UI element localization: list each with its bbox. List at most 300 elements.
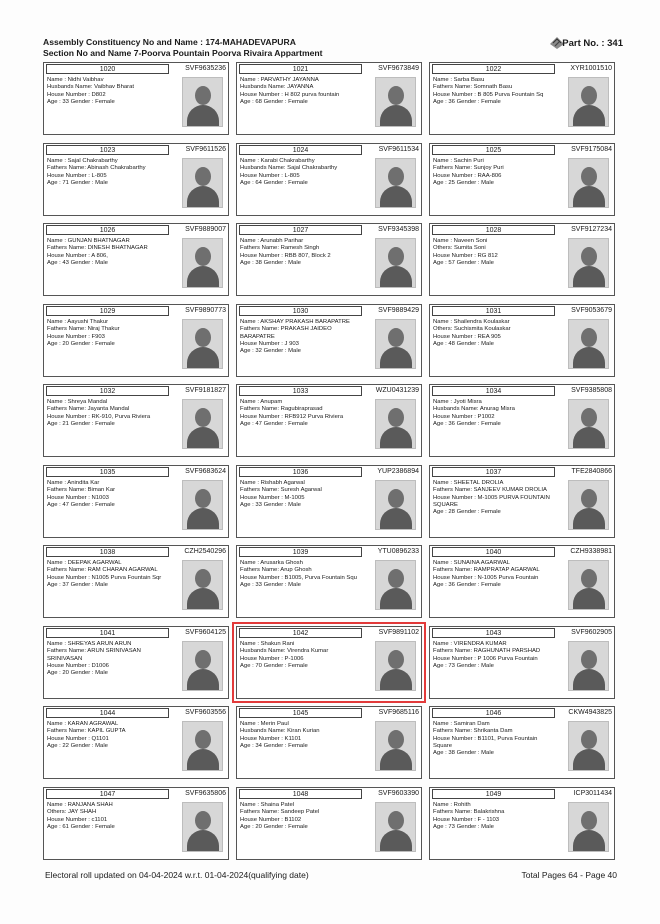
voter-detail-line: Fathers Name: Abinash Chakrabarthy [47,165,146,172]
voter-photo [568,319,609,369]
voter-detail-line: Age : 34 Gender : Female [240,742,308,749]
page-header [43,37,623,61]
photo-head-shape [581,167,597,186]
voter-detail-line: Name : GUNJAN BHATNAGAR [47,238,130,244]
voter-detail-line: Age : 68 Gender : Female [240,98,308,105]
epic-number: SVF9685116 [378,709,419,716]
voter-detail-line: Age : 47 Gender : Female [240,420,308,427]
voter-card [43,626,229,699]
voter-details [433,721,566,757]
voter-card [429,384,615,457]
voter-detail-line: Fathers Name: Suresh Agarwal [240,487,322,494]
voter-card [43,143,229,216]
voter-details [433,77,566,106]
epic-number: SVF9053679 [571,307,612,314]
voter-details [433,802,566,831]
voter-detail-line: SRINIVASAN [47,655,83,662]
epic-number: CZH2540296 [184,548,226,555]
photo-body-shape [187,347,219,369]
voter-photo [182,641,223,691]
part-number: Part No. : 341 [562,38,623,49]
epic-number: SVF9891102 [378,629,419,636]
voter-detail-line: Name : VIRENDRA KUMAR [433,641,507,647]
voter-detail-line: House Number : RK-910, Purva Riviera [47,413,151,420]
serial-number: 1034 [432,386,555,396]
voter-detail-line: Age : 37 Gender : Male [47,581,108,588]
epic-number: CKW4943825 [568,709,612,716]
voter-detail-line: Age : 20 Gender : Male [47,670,108,677]
roll-update-note: Electoral roll updated on 04-04-2024 w.r.t. 01-04-2024(qualifying date) [45,870,309,880]
voter-detail-line: Fathers Name: PRAKASH JAIDEO [240,326,332,333]
serial-number: 1047 [46,789,169,799]
photo-body-shape [187,105,219,127]
voter-card [236,62,422,135]
voter-card [236,223,422,296]
voter-details [47,238,180,267]
voter-detail-line: Name : Anupam [240,399,283,405]
serial-number: 1036 [239,467,362,477]
voter-detail-line: House Number : B1005, Purva Fountain Squ [240,574,357,581]
serial-number: 1033 [239,386,362,396]
photo-head-shape [388,408,404,427]
voter-detail-line: Others: JAY SHAH [47,809,97,816]
voter-detail-line: Fathers Name: Ragubiraprasad [240,406,323,413]
epic-number: SVF9603556 [185,709,226,716]
voter-detail-line: Age : 33 Gender : Female [47,98,115,105]
voter-card [236,545,422,618]
voter-detail-line: Name : Sajal Chakrabarthy [47,158,118,164]
photo-head-shape [581,650,597,669]
voter-detail-line: Husbands Name: Virendra Kumar [240,648,329,655]
voter-detail-line: Husbands Name: Anurag Misra [433,406,515,413]
photo-head-shape [581,328,597,347]
photo-body-shape [187,427,219,449]
voter-detail-line: Name : Rishabh Agarwal [240,480,305,486]
voter-photo [568,560,609,610]
voter-details [47,721,180,750]
voter-detail-line: Name : Sachin Puri [433,158,484,164]
voter-photo [375,721,416,771]
voter-detail-line: Name : DEEPAK AGARWAL [47,560,122,566]
photo-body-shape [380,427,412,449]
voter-detail-line: House Number : RG 812 [433,252,498,259]
serial-number: 1041 [46,628,169,638]
voter-details [240,802,373,831]
epic-number: SVF9635806 [185,790,226,797]
photo-body-shape [573,266,605,288]
epic-number: CZH9338981 [570,548,612,555]
voter-details [240,319,373,355]
serial-number: 1023 [46,145,169,155]
photo-body-shape [187,186,219,208]
voter-detail-line: House Number : N1003 [47,494,109,501]
photo-body-shape [187,669,219,691]
voter-card [43,545,229,618]
voter-detail-line: Age : 61 Gender : Female [47,823,115,830]
photo-body-shape [573,508,605,530]
voter-detail-line: Age : 43 Gender : Male [47,259,108,266]
voter-detail-line: House Number : RBB 807, Block 2 [240,252,331,259]
voter-detail-line: Fathers Name: SANJEEV KUMAR DROLIA [433,487,547,494]
serial-number: 1030 [239,306,362,316]
voter-detail-line: Husbands Name: Vaibhav Bharat [47,84,134,91]
serial-number: 1025 [432,145,555,155]
voter-details [47,560,180,589]
voter-photo [182,77,223,127]
photo-head-shape [581,569,597,588]
voter-detail-line: House Number : B1102 [240,816,302,823]
serial-number: 1031 [432,306,555,316]
photo-head-shape [388,489,404,508]
epic-number: TFE2840866 [571,468,612,475]
photo-head-shape [581,408,597,427]
photo-head-shape [388,569,404,588]
photo-head-shape [581,811,597,830]
voter-detail-line: House Number : M-1005 [240,494,305,501]
voter-detail-line: SQUARE [433,501,458,508]
epic-number: SVF9603390 [378,790,419,797]
serial-number: 1043 [432,628,555,638]
voter-details [240,641,373,670]
epic-number: WZU0431239 [375,387,419,394]
epic-number: SVF9602905 [571,629,612,636]
photo-body-shape [380,830,412,852]
voter-detail-line: Age : 70 Gender : Female [240,662,308,669]
voter-details [433,399,566,428]
voter-card [43,62,229,135]
photo-body-shape [573,186,605,208]
voter-detail-line: Name : Naveen Soni [433,238,488,244]
voter-detail-line: Age : 36 Gender : Female [433,420,501,427]
epic-number: SVF9345398 [378,226,419,233]
voter-card [429,62,615,135]
voter-detail-line: Name : Aayushi Thakur [47,319,109,325]
voter-detail-line: Others: Sumita Soni [433,245,486,252]
voter-detail-line: Age : 57 Gender : Male [433,259,494,266]
photo-body-shape [187,266,219,288]
voter-card [429,465,615,538]
voter-detail-line: House Number : B1101, Purva Fountain [433,735,538,742]
voter-detail-line: Fathers Name: Somnath Basu [433,84,513,91]
epic-number: YTU0896233 [377,548,419,555]
epic-number: SVF9889007 [185,226,226,233]
voter-detail-line: Age : 33 Gender : Male [240,501,301,508]
voter-detail-line: House Number : B 805 Purva Fountain Sq [433,91,544,98]
voter-detail-line: Name : Nidhi Vaibhav [47,77,104,83]
voter-photo [182,560,223,610]
voter-details [240,238,373,267]
voter-details [240,560,373,589]
voter-detail-line: House Number : RAA-806 [433,172,502,179]
voter-details [47,158,180,187]
voter-details [47,802,180,831]
voter-details [47,77,180,106]
photo-head-shape [195,167,211,186]
voter-details [47,480,180,509]
photo-body-shape [187,508,219,530]
voter-card [43,465,229,538]
photo-head-shape [388,167,404,186]
voter-details [433,158,566,187]
voter-detail-line: House Number : D1006 [47,662,109,669]
voter-detail-line: Fathers Name: Sandeep Patel [240,809,320,816]
voter-detail-line: House Number : F - 1103 [433,816,500,823]
photo-body-shape [380,186,412,208]
voter-detail-line: Name : SUNAINA AGARWAL [433,560,510,566]
voter-detail-line: Name : SHREYAS ARUN ARUN [47,641,132,647]
photo-head-shape [195,489,211,508]
photo-body-shape [573,830,605,852]
epic-number: SVF9683624 [185,468,226,475]
voter-detail-line: Age : 28 Gender : Female [433,509,501,516]
voter-detail-line: Age : 36 Gender : Female [433,98,501,105]
voter-detail-line: Fathers Name: RAGHUNATH PARSHAD [433,648,541,655]
photo-head-shape [581,247,597,266]
serial-number: 1045 [239,708,362,718]
photo-head-shape [195,408,211,427]
voter-detail-line: Fathers Name: Shrikanta Dam [433,728,513,735]
voter-detail-line: Fathers Name: RAMPRATAP AGARWAL [433,567,540,574]
epic-number: ICP3011434 [573,790,612,797]
voter-detail-line: Fathers Name: Sunjoy Puri [433,165,504,172]
voter-detail-line: Fathers Name: ARUN SRINIVASAN [47,648,141,655]
photo-head-shape [581,489,597,508]
voter-detail-line: Age : 33 Gender : Male [240,581,301,588]
photo-head-shape [388,247,404,266]
photo-head-shape [581,86,597,105]
voter-detail-line: Name : Arunabh Parihar [240,238,304,244]
voter-detail-line: Name : Shreya Mandal [47,399,108,405]
voter-card [236,304,422,377]
voter-card [429,706,615,779]
voter-detail-line: House Number : N-1005 Purva Fountain [433,574,539,581]
photo-body-shape [573,588,605,610]
voter-details [240,158,373,187]
serial-number: 1029 [46,306,169,316]
voter-detail-line: House Number : H 802 purva fountain [240,91,340,98]
serial-number: 1048 [239,789,362,799]
voter-card [43,787,229,860]
epic-number: SVF9175084 [571,146,612,153]
voter-card [43,384,229,457]
voter-detail-line: House Number : L-805 [47,172,107,179]
voter-detail-line: Name : Arusarka Ghosh [240,560,303,566]
voter-photo [182,721,223,771]
voter-photo [568,802,609,852]
voter-detail-line: House Number : K1101 [240,735,302,742]
voter-detail-line: Age : 20 Gender : Female [47,340,115,347]
voter-detail-line: House Number : P-1006 [240,655,304,662]
voter-detail-line: Name : Shailendra Koulaskar [433,319,510,325]
photo-head-shape [195,569,211,588]
voter-details [47,399,180,428]
constituency-heading: Assembly Constituency No and Name : 174-MAHADEVAPURA [43,37,296,47]
voter-photo [568,158,609,208]
voter-detail-line: House Number : D802 [47,91,106,98]
serial-number: 1038 [46,547,169,557]
serial-number: 1027 [239,225,362,235]
voter-photo [375,399,416,449]
voter-detail-line: Name : Jyoti Misra [433,399,482,405]
photo-head-shape [195,247,211,266]
voter-detail-line: Age : 47 Gender : Female [47,501,115,508]
serial-number: 1020 [46,64,169,74]
voter-photo [568,721,609,771]
voter-detail-line: Husbands Name: JAYANNA [240,84,314,91]
voter-photo [568,641,609,691]
voter-detail-line: Name : Rohith [433,802,471,808]
epic-number: YUP2386894 [377,468,419,475]
photo-body-shape [187,588,219,610]
voter-details [433,641,566,670]
voter-detail-line: Fathers Name: Arup Ghosh [240,567,312,574]
voter-detail-line: Fathers Name: RAM CHARAN AGARWAL [47,567,158,574]
voter-photo [182,319,223,369]
page-counter: Total Pages 64 - Page 40 [521,870,617,880]
voter-detail-line: Age : 21 Gender : Female [47,420,115,427]
voter-details [433,238,566,267]
voter-details [47,319,180,348]
voter-detail-line: Fathers Name: Balakrishna [433,809,505,816]
photo-head-shape [388,730,404,749]
voter-detail-line: House Number : REA 905 [433,333,501,340]
photo-body-shape [573,427,605,449]
epic-number: SVF9127234 [571,226,612,233]
serial-number: 1021 [239,64,362,74]
photo-body-shape [380,588,412,610]
voter-card [43,304,229,377]
voter-detail-line: Name : Merin Paul [240,721,289,727]
voter-detail-line: Name : Sarba Basu [433,77,485,83]
voter-photo [182,480,223,530]
epic-number: SVF9604125 [185,629,226,636]
photo-body-shape [187,749,219,771]
voter-detail-line: House Number : J 903 [240,340,299,347]
epic-number: SVF9611526 [185,146,226,153]
voter-details [433,560,566,589]
voter-photo [568,399,609,449]
voter-photo [375,480,416,530]
voter-card [236,706,422,779]
serial-number: 1022 [432,64,555,74]
voter-detail-line: Name : Anindita Kar [47,480,100,486]
voter-photo [182,158,223,208]
photo-head-shape [195,730,211,749]
voter-card [236,384,422,457]
voter-photo [375,802,416,852]
serial-number: 1037 [432,467,555,477]
epic-number: SVF9635236 [185,65,226,72]
serial-number: 1040 [432,547,555,557]
voter-card [429,626,615,699]
epic-number: SVF9673849 [378,65,419,72]
voter-details [433,319,566,348]
serial-number: 1032 [46,386,169,396]
voter-detail-line: Fathers Name: Biman Kar [47,487,116,494]
voter-details [240,77,373,106]
photo-body-shape [187,830,219,852]
voter-detail-line: Age : 73 Gender : Male [433,823,494,830]
photo-head-shape [195,86,211,105]
voter-photo [182,802,223,852]
serial-number: 1046 [432,708,555,718]
voter-detail-line: House Number : P1002 [433,413,495,420]
photo-body-shape [573,669,605,691]
serial-number: 1049 [432,789,555,799]
voter-detail-line: Name : SHEETAL DROLIA [433,480,504,486]
epic-number: SVF9890773 [185,307,226,314]
photo-body-shape [380,669,412,691]
photo-body-shape [573,749,605,771]
photo-head-shape [388,650,404,669]
serial-number: 1039 [239,547,362,557]
voter-photo [375,560,416,610]
voter-detail-line: House Number : N1005 Purva Fountain Sqr [47,574,162,581]
epic-number: SVF9385808 [571,387,612,394]
voter-detail-line: House Number : M-1005 PURVA FOUNTAIN [433,494,550,501]
voter-photo [568,77,609,127]
voter-detail-line: Age : 36 Gender : Female [433,581,501,588]
voter-detail-line: Fathers Name: Ramesh Singh [240,245,320,252]
voter-detail-line: House Number : A 806, [47,252,108,259]
serial-number: 1035 [46,467,169,477]
voter-detail-line: Name : PARVATHY JAYANNA [240,77,319,83]
voter-detail-line: Husbands Name: Sajal Chakrabarthy [240,165,338,172]
serial-number: 1044 [46,708,169,718]
voter-detail-line: Fathers Name: DINESH BHATNAGAR [47,245,148,252]
voter-detail-line: Age : 73 Gender : Male [433,662,494,669]
voter-photo [375,158,416,208]
voter-details [433,480,566,516]
photo-head-shape [195,328,211,347]
voter-detail-line: Fathers Name: Niraj Thakur [47,326,120,333]
serial-number: 1028 [432,225,555,235]
photo-head-shape [388,86,404,105]
photo-head-shape [195,811,211,830]
voter-card [429,787,615,860]
voter-photo [375,319,416,369]
voter-detail-line: House Number : P 1006 Purva Fountain [433,655,538,662]
serial-number: 1026 [46,225,169,235]
voter-photo [375,77,416,127]
voter-detail-line: Husbands Name: Kiran Kurian [240,728,320,735]
voter-card [43,223,229,296]
voter-detail-line: BARAPATRE [240,333,275,340]
voter-detail-line: Name : Karabi Chakrabarthy [240,158,315,164]
voter-detail-line: Name : AKSHAY PRAKASH BARAPATRE [240,319,350,325]
voter-card [236,787,422,860]
voter-detail-line: Age : 22 Gender : Male [47,742,108,749]
voter-photo [182,238,223,288]
voter-card [429,143,615,216]
photo-body-shape [573,347,605,369]
voter-detail-line: Name : KARAN AGRAWAL [47,721,119,727]
serial-number: 1042 [239,628,362,638]
photo-head-shape [195,650,211,669]
section-heading: Section No and Name 7-Poorva Pountain Poorva Rivaira Appartment [43,47,323,58]
voter-detail-line: House Number : c1101 [47,816,108,823]
voter-detail-line: Name : Samiran Dam [433,721,490,727]
photo-head-shape [388,811,404,830]
photo-body-shape [380,347,412,369]
voter-card [236,626,422,699]
photo-body-shape [380,105,412,127]
voter-detail-line: Age : 71 Gender : Male [47,179,108,186]
photo-head-shape [581,730,597,749]
voter-detail-line: House Number : RFB912 Purva Riviera [240,413,344,420]
photo-body-shape [573,105,605,127]
serial-number: 1024 [239,145,362,155]
